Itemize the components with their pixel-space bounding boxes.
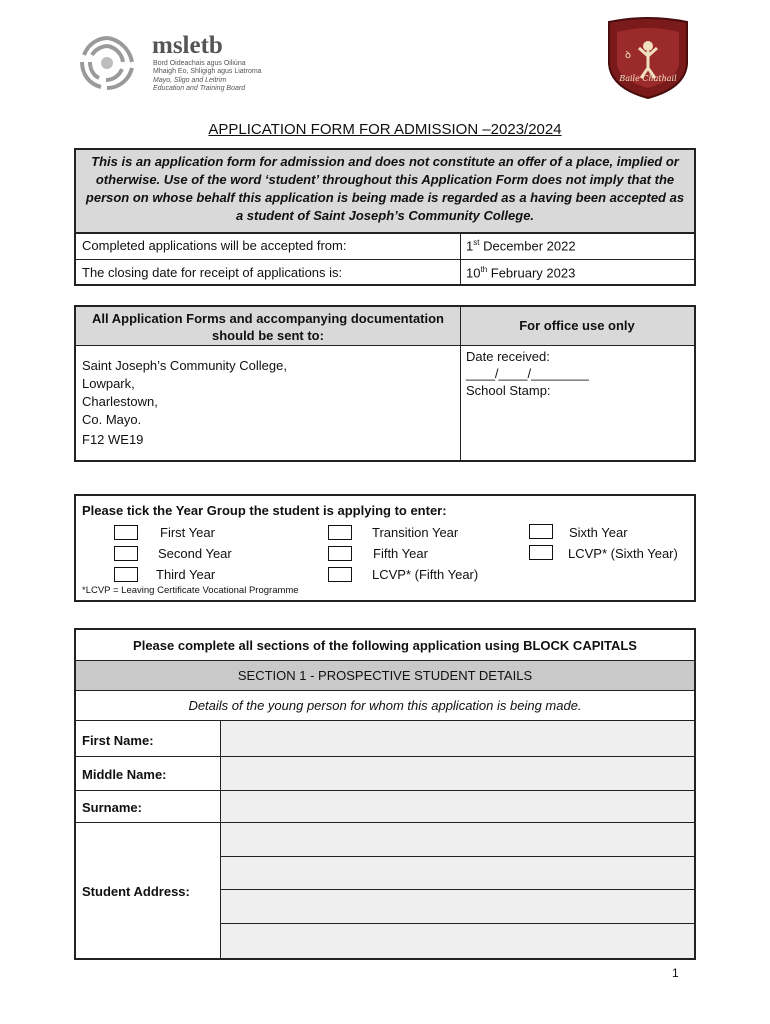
block-capitals-instruction: Please complete all sections of the following application using BLOCK CAPITALS [133, 638, 637, 653]
closing-date-label: The closing date for receipt of applications is: [82, 265, 343, 280]
year-group-heading: Please tick the Year Group the student is applying to enter: [82, 503, 447, 518]
accepted-sup: st [473, 238, 480, 247]
logo-line1: Bord Oideachais agus Oiliúna [153, 60, 246, 67]
logo-line4: Education and Training Board [153, 85, 246, 92]
office-use-fields [466, 348, 589, 399]
admission-notice: This is an application form for admission and does not constitute an offer of a place, implied or otherwise. Use of the word ‘student’ throughout this Application Form does not imply that the person on whose behalf this application is being made is regarded as a having been accepted as a student of Saint Joseph’s Community College. [85, 154, 685, 223]
school-stamp-label: School Stamp: [466, 383, 551, 398]
address-line: Lowpark, [82, 376, 135, 391]
crest-text: Baile Chathail [619, 74, 677, 83]
intro-table [74, 148, 696, 286]
address-office-table [74, 305, 696, 462]
logo-line2: Mhaigh Eo, Shligigh agus Liatroma [153, 68, 262, 75]
date-received-label: Date received: [466, 349, 550, 364]
office-use-heading: For office use only [519, 318, 635, 333]
section1-title: SECTION 1 - PROSPECTIVE STUDENT DETAILS [237, 668, 533, 683]
crest-shield-icon [603, 14, 693, 100]
closing-day: 10 [466, 265, 481, 281]
page-title: APPLICATION FORM FOR ADMISSION –2023/2024 [208, 121, 562, 138]
second-year-label: Second Year [158, 546, 232, 561]
second-year-checkbox[interactable] [114, 546, 138, 561]
lcvp-fifth-year-label: LCVP* (Fifth Year) [372, 567, 479, 582]
fifth-year-label: Fifth Year [373, 546, 428, 561]
accepted-rest: December 2022 [479, 238, 576, 254]
svg-text:ꝺ: ꝺ [625, 50, 631, 61]
address-line: Saint Joseph’s Community College, [82, 358, 287, 373]
third-year-checkbox[interactable] [114, 567, 138, 582]
address-line-3-input[interactable] [221, 890, 694, 923]
address-line: Charlestown, [82, 394, 158, 409]
swirl-logo-icon [74, 30, 142, 96]
first-name-label: First Name: [82, 733, 154, 748]
first-name-input[interactable] [221, 721, 694, 756]
send-to-heading: All Application Forms and accompanying documentation should be sent to: [92, 311, 444, 343]
sixth-year-label: Sixth Year [569, 525, 628, 540]
year-group-box [74, 494, 696, 602]
address-line-4-input[interactable] [221, 924, 694, 958]
logo-line3: Mayo, Sligo and Leitrim [153, 77, 227, 84]
third-year-label: Third Year [156, 567, 216, 582]
logo-name: msletb [152, 32, 223, 59]
accepted-from-label: Completed applications will be accepted from: [82, 238, 347, 253]
address-line-2-input[interactable] [221, 857, 694, 889]
school-address [82, 357, 287, 449]
fifth-year-checkbox[interactable] [328, 546, 352, 561]
accepted-day: 1 [466, 238, 474, 254]
closing-rest: February 2023 [487, 265, 576, 281]
address-line: Co. Mayo. [82, 412, 142, 427]
msletb-logo [74, 30, 264, 96]
school-crest [603, 14, 693, 100]
first-year-checkbox[interactable] [114, 525, 138, 540]
surname-label: Surname: [82, 800, 142, 815]
closing-date [466, 265, 575, 280]
transition-year-checkbox[interactable] [328, 525, 352, 540]
address-line-1-input[interactable] [221, 823, 694, 856]
middle-name-input[interactable] [221, 757, 694, 790]
section1-subtitle: Details of the young person for whom this application is being made. [188, 698, 582, 713]
first-year-label: First Year [160, 525, 215, 540]
closing-sup: th [480, 265, 488, 274]
lcvp-footnote: *LCVP = Leaving Certificate Vocational Programme [82, 585, 299, 596]
lcvp-sixth-year-label: LCVP* (Sixth Year) [568, 546, 678, 561]
section1-table [74, 628, 696, 960]
lcvp-fifth-year-checkbox[interactable] [328, 567, 352, 582]
sixth-year-checkbox[interactable] [529, 524, 553, 539]
student-address-label: Student Address: [82, 884, 190, 899]
accepted-from-date [466, 238, 576, 253]
page-number: 1 [672, 966, 679, 980]
address-line: F12 WE19 [82, 432, 144, 447]
middle-name-label: Middle Name: [82, 767, 167, 782]
date-received-blank: ____/____/________ [466, 366, 589, 381]
lcvp-sixth-year-checkbox[interactable] [529, 545, 553, 560]
transition-year-label: Transition Year [372, 525, 459, 540]
surname-input[interactable] [221, 791, 694, 822]
